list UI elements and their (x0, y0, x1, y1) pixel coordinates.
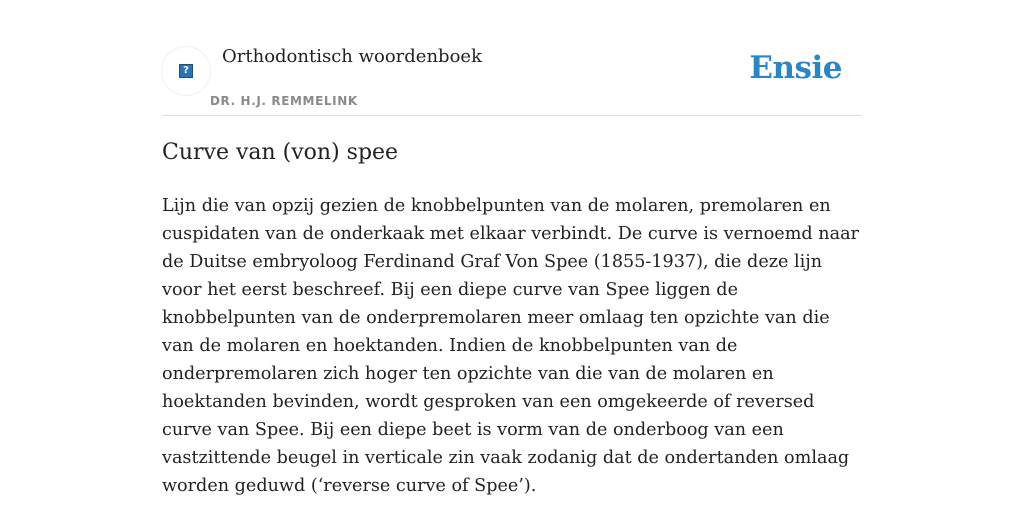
entry-term: Curve van (von) spee (162, 140, 399, 165)
entry-card (162, 0, 862, 512)
source-author[interactable]: DR. H.J. REMMELINK (210, 94, 358, 108)
question-mark-icon: ? (179, 64, 193, 78)
book-cover-icon[interactable] (162, 47, 210, 95)
brand-logo[interactable]: Ensie (749, 50, 842, 86)
source-title[interactable]: Orthodontisch woordenboek (222, 46, 482, 67)
entry-definition: Lijn die van opzij gezien de knobbelpunten van de molaren, premolaren en cuspidaten van de onderkaak met elkaar verbindt. De curve is vernoemd naar de Duitse embryoloog Ferdinand Graf Von Spee (1855-1937), die deze lijn voor het eerst beschreef. Bij een diepe curve van Spee liggen de knobbelpunten van de onderpremolaren meer omlaag ten opzichte van die van de molaren en hoektanden. Indien de knobbelpunten van de onderpremolaren zich hoger ten opzichte van die van de molaren en hoektanden bevinden, wordt gesproken van een omgekeerde of reversed curve van Spee. Bij een diepe beet is vorm van de onderboog van een vastzittende beugel in verticale zin vaak zodanig dat de ondertanden omlaag worden geduwd (‘reverse curve of Spee’). (162, 196, 859, 496)
source-header (162, 0, 862, 116)
